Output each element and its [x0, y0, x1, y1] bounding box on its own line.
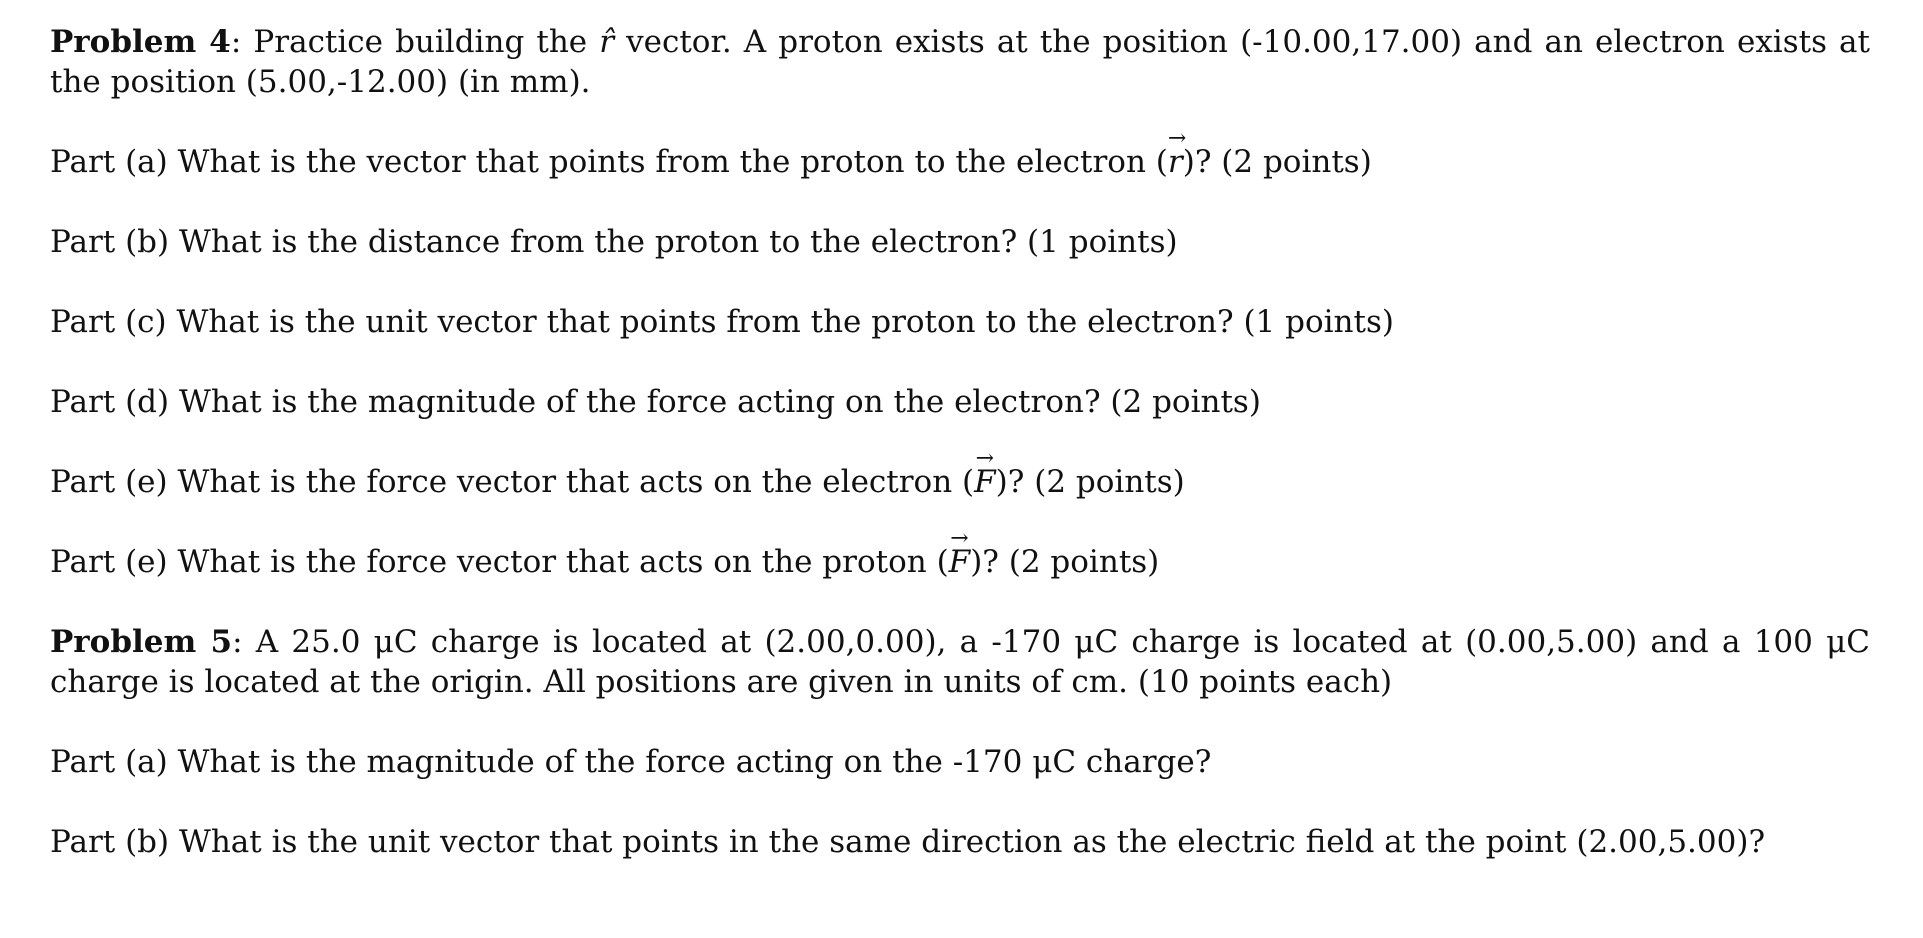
problem-4-part-e-electron: [50, 446, 1870, 502]
problem-4-part-a: [50, 126, 1870, 182]
vector-arrow-icon: →: [1167, 126, 1187, 151]
problem-4-intro-a: : Practice building the: [230, 24, 600, 60]
r-vector-symbol: [1167, 126, 1187, 182]
f-vector-symbol: [948, 526, 971, 582]
vector-arrow-icon: →: [950, 526, 969, 551]
problem-4-intro-b: vector. A proton exists at the position (-10.00,17.00) and an electron exists at the position (5.00,-12.00) (in mm).: [50, 24, 1871, 100]
problem-5-statement: [50, 622, 1870, 702]
f-vector-symbol: [974, 446, 996, 502]
part-a-text: Part (a) What is the vector that points from the proton to the electron (: [50, 144, 1168, 180]
part-e1-text: Part (e) What is the force vector that acts on the electron (: [50, 464, 975, 500]
f-letter: F: [948, 544, 971, 580]
part-e1-points: )? (2 points): [995, 464, 1185, 500]
problem-4-statement: [50, 22, 1870, 102]
r-hat-symbol: r̂: [599, 24, 615, 60]
problem-5-part-b: Part (b) What is the unit vector that points in the same direction as the electric field at the point (2.00,5.00)?: [50, 824, 1766, 860]
part-e2-text: Part (e) What is the force vector that acts on the proton (: [50, 544, 949, 580]
problem-4-part-d: Part (d) What is the magnitude of the force acting on the electron? (2 points): [50, 384, 1261, 420]
problem-5-part-a: Part (a) What is the magnitude of the force acting on the -170 μC charge?: [50, 744, 1212, 780]
problem-5-label: Problem 5: [50, 624, 233, 660]
document-page: [50, 22, 1870, 862]
r-letter: r: [1167, 144, 1183, 180]
problem-4-part-e-proton: [50, 526, 1870, 582]
vector-arrow-icon: →: [975, 446, 995, 471]
problem-5-intro: : A 25.0 μC charge is located at (2.00,0.00), a -170 μC charge is located at (0.00,5.00) and a 100 μC charge is located at the origin. All positions are given in units of cm. (10 points each): [50, 624, 1870, 700]
problem-4-label: Problem 4: [50, 24, 231, 60]
problem-4-part-b: Part (b) What is the distance from the proton to the electron? (1 points): [50, 224, 1178, 260]
f-letter: F: [974, 464, 996, 500]
problem-4-part-c: Part (c) What is the unit vector that points from the proton to the electron? (1 points): [50, 304, 1394, 340]
part-a-points: )? (2 points): [1182, 144, 1372, 180]
part-e2-points: )? (2 points): [970, 544, 1160, 580]
